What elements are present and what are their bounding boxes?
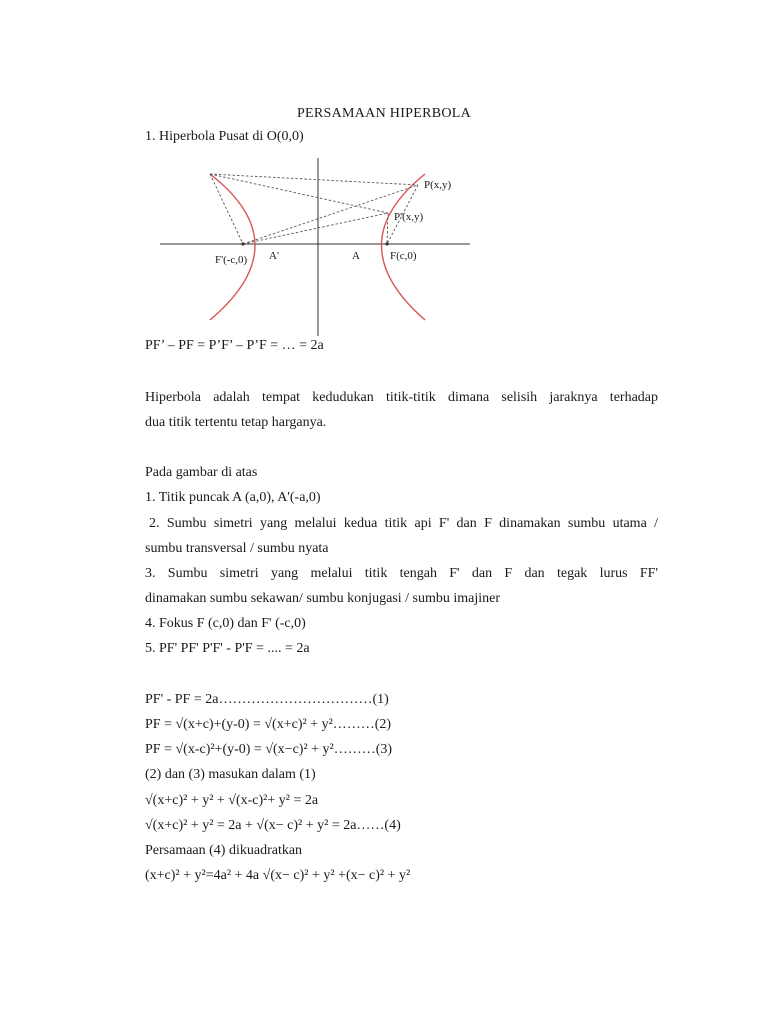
label-a: A xyxy=(352,250,360,262)
equation-intro: PF’ – PF = P’F’ – P’F = … = 2a xyxy=(145,338,324,353)
label-f-prime: F'(-c,0) xyxy=(215,254,248,266)
derivation-eq-2: PF = √(x+c)+(y-0) = √(x+c)² + y²………(2) xyxy=(145,717,392,732)
focus-right-point xyxy=(385,242,388,245)
note-item-5: 5. PF' PF' P'F' - P'F = .... = 2a xyxy=(145,641,310,656)
derivation-eq-1: PF' - PF = 2a……………………………(1) xyxy=(145,692,389,707)
derivation-eq-4: √(x+c)² + y² + √(x-c)²+ y² = 2a xyxy=(145,793,319,808)
figure-notes-heading: Pada gambar di atas xyxy=(145,465,258,480)
left-branch-curve xyxy=(210,174,255,320)
section-heading: 1. Hiperbola Pusat di O(0,0) xyxy=(145,129,304,144)
label-p-prime: P'(x,y) xyxy=(394,211,424,223)
label-a-prime: A' xyxy=(269,250,279,262)
focus-left-point xyxy=(241,242,244,245)
note-item-2-line-1: 2. Sumbu simetri yang melalui kedua titik api F' dan F dinamakan sumbu utama / xyxy=(149,516,658,531)
label-p: P(x,y) xyxy=(424,179,452,191)
right-branch-curve xyxy=(382,174,426,320)
note-item-1: 1. Titik puncak A (a,0), A'(-a,0) xyxy=(145,490,321,505)
derivation-note-2: Persamaan (4) dikuadratkan xyxy=(145,843,303,858)
derivation-eq-5: √(x+c)² + y² = 2a + √(x− c)² + y² = 2a……(4) xyxy=(145,818,401,833)
page-title: PERSAMAAN HIPERBOLA xyxy=(296,106,472,121)
definition-line-2: dua titik tertentu tetap harganya. xyxy=(145,415,327,430)
derivation-note: (2) dan (3) masukan dalam (1) xyxy=(145,767,316,782)
hyperbola-figure xyxy=(160,158,472,338)
note-item-3-line-2: dinamakan sumbu sekawan/ sumbu konjugasi / sumbu imajiner xyxy=(145,591,501,606)
definition-line-1: Hiperbola adalah tempat kedudukan titik-titik dimana selisih jaraknya terhadap xyxy=(145,390,658,405)
note-item-4: 4. Fokus F (c,0) dan F' (-c,0) xyxy=(145,616,306,631)
derivation-eq-3: PF = √(x-c)²+(y-0) = √(x−c)² + y²………(3) xyxy=(145,742,393,757)
note-item-2-line-2: sumbu transversal / sumbu nyata xyxy=(145,541,329,556)
label-f: F(c,0) xyxy=(390,250,417,262)
note-item-3-line-1: 3. Sumbu simetri yang melalui titik tengah F' dan F dan tegak lurus FF' xyxy=(145,566,658,581)
derivation-eq-6: (x+c)² + y²=4a² + 4a √(x− c)² + y² +(x− c)² + y² xyxy=(145,868,411,883)
